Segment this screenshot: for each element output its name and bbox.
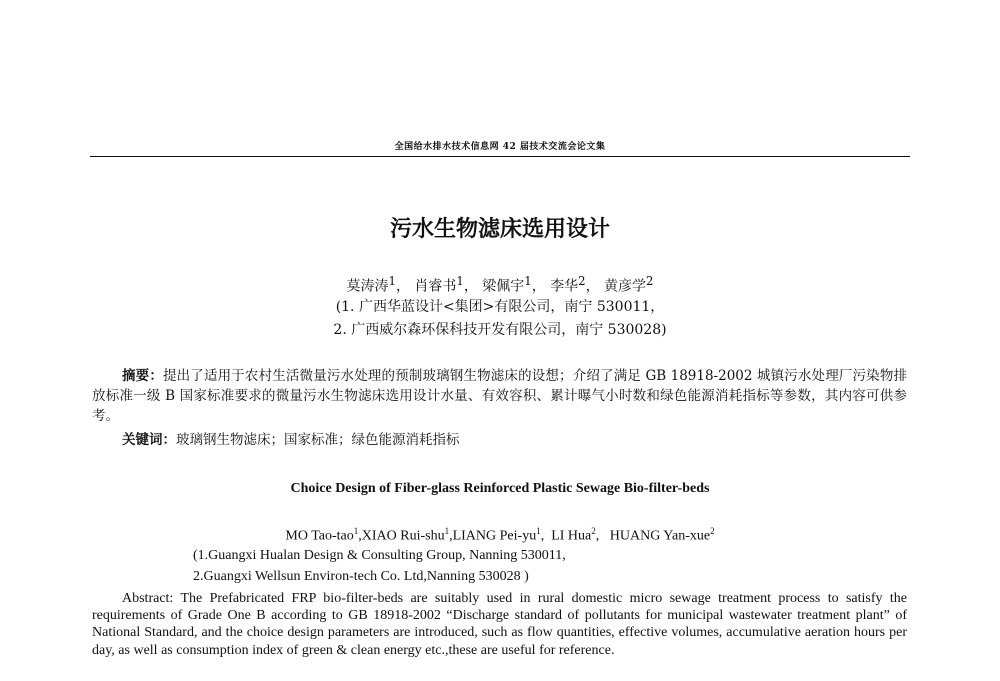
author-sup: 2 (578, 274, 586, 288)
english-title: Choice Design of Fiber-glass Reinforced Plastic Sewage Bio-filter-beds (290, 481, 710, 496)
author-name: HUANG Yan-xue (609, 528, 711, 544)
chinese-authors: 莫涛涛$^1$， 肖睿书$^1$， 梁佩宇$^1$， 李华$^2$， 黄彦学$^2$ (346, 274, 654, 295)
running-header: 全国给水排水技术信息网 42 届技术交流会论文集 (394, 142, 606, 152)
author-sup: 1 (353, 526, 359, 536)
chinese-keywords-text: 玻璃钢生物滤床；国家标准；绿色能源消耗指标 (176, 432, 460, 448)
author-sup: 1 (444, 526, 450, 536)
author-name: LI Hua (551, 528, 592, 544)
author-name: XIAO Rui-shu (361, 528, 445, 544)
english-abstract (92, 590, 907, 659)
author-sup: 1 (456, 274, 464, 288)
author-name: 梁佩宇 (482, 278, 525, 295)
english-authors: MO Tao-tao$^1$,XIAO Rui-shu$^1$,LIANG Pei-$yu^1$, LI Hua$^2$, HUANG Yan-xue$^2$ (285, 526, 715, 544)
chinese-abstract-label: 摘要： (122, 368, 163, 384)
english-affiliation-2: 2.Guangxi Wellsun Environ-tech Co. Ltd,Nanning 530028 ) (193, 569, 529, 584)
author-sup: 1 (536, 526, 541, 536)
author-sup: 1 (388, 274, 396, 288)
chinese-affiliation-2: 2. 广西威尔森环保科技开发有限公司，南宁 530028) (333, 322, 667, 338)
chinese-abstract (92, 366, 907, 426)
chinese-abstract-text: 提出了适用于农村生活微量污水处理的预制玻璃钢生物滤床的设想；介绍了满足 GB 18918-2002 城镇污水处理厂污染物排放标准一级 B 国家标准要求的微量污水生物滤床选用设计水量、有效容积、累计曝气小时数和绿色能源消耗指标等参数，其内容可供参考。 (92, 368, 907, 424)
author-name: 肖睿书 (414, 278, 457, 295)
author-name: 李华 (550, 278, 579, 295)
chinese-keywords (122, 430, 902, 450)
author-name: 黄彦学 (604, 278, 647, 295)
author-sup: 2 (710, 526, 715, 536)
chinese-affiliation-1: (1. 广西华蓝设计<集团>有限公司，南宁 530011， (335, 299, 665, 315)
english-abstract-label: Abstract: (122, 591, 181, 606)
author-sup: 2 (591, 526, 596, 536)
english-abstract-text: The Prefabricated FRP bio-filter-beds are suitably used in rural domestic micro sewage treatment process to satisfy the requirements of Grade One B according to GB 18918-2002 “Discharge standard of pollutants for municipal wastewater treatment plant” of National Standard, and the choice design parameters are introduced, such as flow quantities, effective volumes, accumulative aeration hours per day, as well as consumption index of green & clean energy etc.,these are useful for reference. (92, 591, 907, 658)
author-name: 莫涛涛 (346, 278, 389, 295)
chinese-keywords-label: 关键词： (122, 432, 176, 448)
english-affiliation-1: (1.Guangxi Hualan Design & Consulting Group, Nanning 530011, (193, 548, 566, 563)
author-sup: 2 (646, 274, 654, 288)
author-sup: 1 (524, 274, 532, 288)
author-name: MO Tao-tao (285, 528, 354, 544)
chinese-title: 污水生物滤床选用设计 (389, 217, 610, 242)
header-rule (90, 156, 910, 157)
author-name: LIANG Pei-yu (452, 528, 537, 544)
